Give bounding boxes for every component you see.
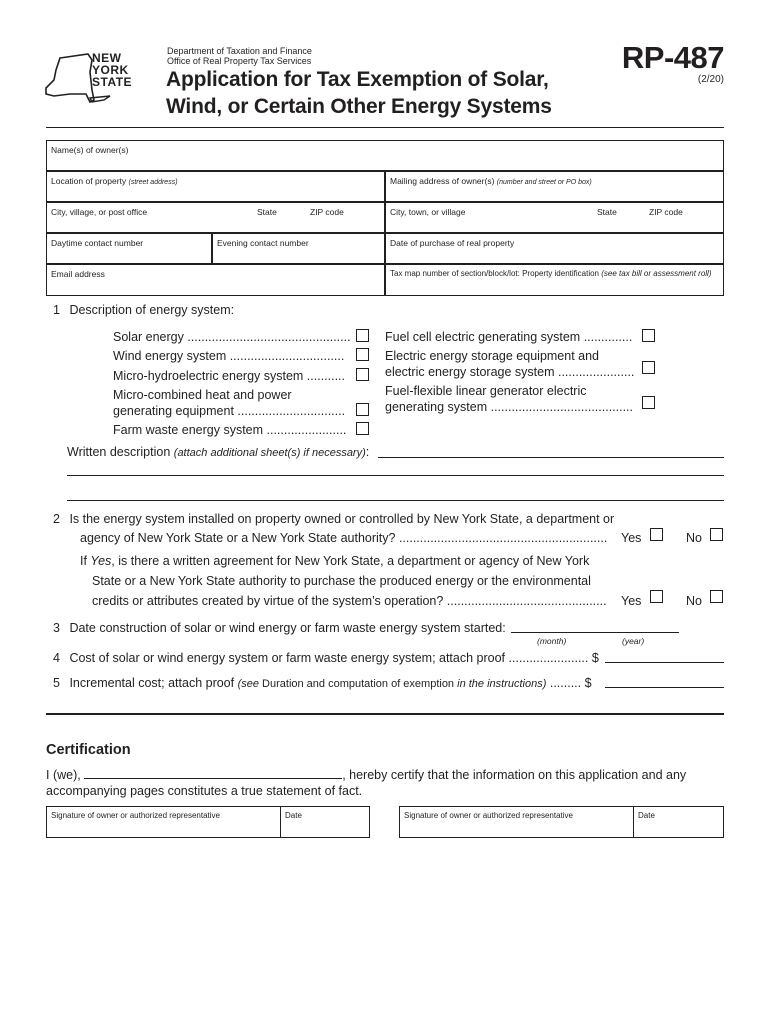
tax-map-label [390,269,712,278]
mailing-address-field[interactable] [385,171,724,202]
checkbox-micro-hydro[interactable] [356,368,369,381]
incremental-cost-line[interactable] [605,687,724,688]
section3-number: 3 [53,621,60,635]
option-linear-gen-line1: Fuel-flexible linear generator electric [385,384,587,398]
written-desc-line3[interactable] [67,500,724,501]
section1-label: Description of energy system: [69,303,235,317]
city-right-label: City, town, or village [390,207,466,217]
cert-name-line[interactable] [84,768,342,779]
tax-map-hint: (see tax bill or assessment roll) [601,269,712,278]
construction-date-line[interactable] [511,632,679,633]
section5-text [69,676,591,690]
email-field[interactable] [46,264,385,296]
option-wind: Wind energy system ................................. [113,349,345,363]
written-desc-colon: : [365,445,370,459]
section5-label-b: (see [237,678,263,690]
month-hint: (month) [537,636,567,646]
option-micro-chp-line1: Micro-combined heat and power [113,388,292,402]
checkbox-state-owned-yes[interactable] [650,528,663,541]
section2-no2-label: No [686,594,702,608]
year-hint: (year) [622,636,645,646]
section2-line1: Is the energy system installed on property owned or controlled by New York State, a department or [69,512,615,526]
written-desc-hint: (attach additional sheet(s) if necessary) [173,447,366,459]
logo-text: NEW YORK STATE [92,51,133,89]
date2-field[interactable] [633,806,724,838]
header-rule [46,127,724,128]
option-micro-chp-line2: generating equipment ............................... [113,404,346,418]
section5-label-d: in the instructions) [454,678,547,690]
section5-number: 5 [53,676,60,690]
section3-label: Date construction of solar or wind energy or farm waste energy system started: [69,621,506,635]
city-left-field[interactable] [46,202,385,233]
option-farm-waste: Farm waste energy system ....................... [113,423,347,437]
checkbox-wind[interactable] [356,348,369,361]
email-label: Email address [51,269,105,279]
signature1-field[interactable] [46,806,281,838]
signature2-label: Signature of owner or authorized representative [404,811,573,820]
purchase-date-field[interactable] [385,233,724,264]
option-solar: Solar energy ............................................... [113,330,351,344]
mailing-hint: (number and street or PO box) [496,179,592,186]
section2-yes-label: Yes [621,531,642,545]
option-micro-hydro: Micro-hydroelectric energy system ........... [113,369,346,383]
written-desc-label: Written description [67,445,171,459]
written-desc-line1[interactable] [378,457,724,458]
title-line2: Wind, or Certain Other Energy Systems [166,95,552,118]
city-right-field[interactable] [385,202,724,233]
section1-number: 1 [53,303,60,317]
section5-label-e: ......... $ [546,676,592,690]
if-prefix: If [80,554,91,568]
section4-label: Cost of solar or wind energy system or farm waste energy system; attach proof ....................... $ [69,651,599,665]
checkbox-agreement-no[interactable] [710,590,723,603]
checkbox-state-owned-no[interactable] [710,528,723,541]
checkbox-micro-chp[interactable] [356,403,369,416]
section2-number: 2 [53,512,60,526]
checkbox-agreement-yes[interactable] [650,590,663,603]
checkbox-solar[interactable] [356,329,369,342]
signature2-field[interactable] [399,806,634,838]
checkbox-farm-waste[interactable] [356,422,369,435]
dept-line2: Office of Real Property Tax Services [167,56,312,66]
mailing-address-label [390,176,592,186]
location-text: Location of property [51,176,127,186]
tax-map-field[interactable] [385,264,724,296]
signature1-label: Signature of owner or authorized representative [51,811,220,820]
section-divider [46,713,724,715]
dept-line1: Department of Taxation and Finance [167,46,312,56]
location-hint: (street address) [128,179,178,186]
option-storage-line2: electric energy storage system ...................... [385,365,635,379]
section5-label-a: Incremental cost; attach proof [69,676,238,690]
written-desc-line2[interactable] [67,475,724,476]
owner-names-field[interactable] [46,140,724,171]
section2-yes2-label: Yes [621,594,642,608]
if-yes-word: Yes [90,554,112,568]
form-revision: (2/20) [697,74,724,85]
if-line3: credits or attributes created by virtue of the system’s operation? .............................................. [92,594,607,608]
state-left-label: State [257,207,277,217]
owner-names-label: Name(s) of owner(s) [51,145,129,155]
checkbox-linear-gen[interactable] [642,396,655,409]
tax-map-text: Tax map number of section/block/lot: Property identification [390,269,599,278]
zip-left-label: ZIP code [310,207,344,217]
checkbox-fuel-cell[interactable] [642,329,655,342]
date1-field[interactable] [280,806,370,838]
daytime-contact-field[interactable] [46,233,212,264]
daytime-contact-label: Daytime contact number [51,238,144,248]
checkbox-storage[interactable] [642,361,655,374]
mailing-text: Mailing address of owner(s) [390,176,495,186]
certification-heading: Certification [46,742,131,758]
option-linear-gen-line2: generating system ......................................... [385,400,633,414]
title-line1: Application for Tax Exemption of Solar, [166,68,549,91]
section2-no-label: No [686,531,702,545]
property-location-label [51,176,178,186]
section4-number: 4 [53,651,60,665]
date1-label: Date [285,811,302,820]
zip-right-label: ZIP code [649,207,683,217]
form-number: RP-487 [621,40,724,75]
option-fuel-cell: Fuel cell electric generating system .............. [385,330,633,344]
nys-logo [40,50,140,105]
section5-label-c: Duration and computation of exemption [262,678,455,690]
evening-contact-field[interactable] [212,233,385,264]
section2-line2: agency of New York State or a New York State authority? ............................................................ [80,531,608,545]
if-line1-rest: , is there a written agreement for New York State, a department or agency of New York [111,554,590,568]
option-storage-line1: Electric energy storage equipment and [385,349,600,363]
cert-line1-b: , hereby certify that the information on this application and any [342,768,687,782]
property-location-field[interactable] [46,171,385,202]
date2-label: Date [638,811,655,820]
purchase-date-label: Date of purchase of real property [390,238,515,248]
cert-line1-a: I (we), [46,768,85,782]
if-line2: State or a New York State authority to purchase the produced energy or the environmental [92,574,591,588]
cert-line2: accompanying pages constitutes a true statement of fact. [46,784,363,798]
evening-contact-label: Evening contact number [217,238,309,248]
state-right-label: State [597,207,617,217]
city-left-label: City, village, or post office [51,207,148,217]
cost-line[interactable] [605,662,724,663]
